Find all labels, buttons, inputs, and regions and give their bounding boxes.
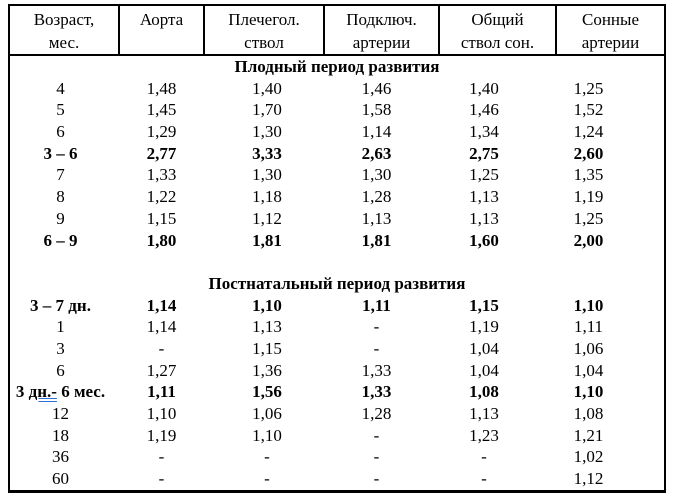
table-cell: - xyxy=(373,469,380,489)
table-cell: 1,18 xyxy=(252,187,282,207)
table-row xyxy=(10,143,664,165)
table-row xyxy=(10,99,664,121)
table-cell: 1,19 xyxy=(573,187,604,207)
col-header-subclavian-line1: Подключ. xyxy=(346,10,417,29)
table-row xyxy=(10,230,664,252)
table-cell: 1,33 xyxy=(361,360,392,380)
table-cell: 1,29 xyxy=(146,122,177,142)
table-row xyxy=(10,121,664,143)
spacer-row xyxy=(10,251,664,273)
table-cell: 1,08 xyxy=(469,382,499,402)
table-cell: 1,56 xyxy=(252,382,282,402)
grammar-underline-text: дн.- xyxy=(28,382,57,402)
table-row xyxy=(10,338,664,360)
table-row xyxy=(10,425,664,447)
row-label: 3 xyxy=(56,338,65,358)
table-cell: - xyxy=(373,447,380,467)
table-cell: 1,33 xyxy=(361,382,392,402)
col-header-common-carotid-line2: ствол сон. xyxy=(460,33,535,52)
table-cell: 1,13 xyxy=(469,208,499,228)
table-cell: - xyxy=(264,469,270,489)
table-cell: 1,10 xyxy=(146,404,177,423)
table-cell: - xyxy=(373,338,380,358)
table-cell: - xyxy=(158,338,165,358)
row-label xyxy=(10,381,111,403)
table-cell: 1,13 xyxy=(252,317,282,337)
table-cell: 1,02 xyxy=(573,447,604,467)
table-cell: 1,11 xyxy=(147,382,176,402)
table-cell: 1,04 xyxy=(469,338,499,358)
table-cell: 1,24 xyxy=(573,122,604,142)
table-cell: 2,77 xyxy=(146,143,177,163)
table-cell: 1,11 xyxy=(573,317,604,337)
table-cell: 1,15 xyxy=(252,338,282,358)
table-cell: - xyxy=(481,469,487,489)
table-cell: 1,10 xyxy=(573,295,604,315)
table-row xyxy=(10,78,664,100)
col-header-age-line1: Возраст, xyxy=(33,10,95,29)
table-cell: 1,46 xyxy=(361,78,392,98)
table-cell: 1,52 xyxy=(573,100,604,120)
col-header-age-line2: мес. xyxy=(48,33,80,52)
table-cell: 1,80 xyxy=(146,230,177,250)
section-title: Постнатальный период развития xyxy=(208,273,466,293)
table-cell: 1,10 xyxy=(573,382,604,402)
row-label: 3 – 6 xyxy=(43,143,78,163)
row-label: 1 xyxy=(56,317,65,337)
table-cell: 1,11 xyxy=(362,295,391,315)
col-header-brachiocephalic-line2: ствол xyxy=(244,33,284,52)
table-header-row xyxy=(10,6,664,56)
table-cell: 1,19 xyxy=(146,425,177,445)
table-cell: 1,30 xyxy=(252,122,282,142)
col-header-age xyxy=(10,6,120,54)
table-cell: - xyxy=(481,447,487,467)
table-cell: 2,00 xyxy=(573,230,604,250)
table-cell: 1,34 xyxy=(469,122,499,142)
table-cell: 1,70 xyxy=(252,100,282,120)
table-cell: 1,19 xyxy=(469,317,499,337)
row-label: 6 xyxy=(56,122,65,142)
table-cell: 1,23 xyxy=(469,425,499,445)
table-cell: 1,15 xyxy=(469,295,499,315)
table-cell: 2,63 xyxy=(361,143,392,163)
table-cell: - xyxy=(158,447,165,467)
table-cell: 1,13 xyxy=(469,404,499,423)
table-row xyxy=(10,295,664,317)
table-cell: 1,45 xyxy=(146,100,177,120)
table-cell: 1,14 xyxy=(146,295,177,315)
table-cell: 1,06 xyxy=(252,404,282,423)
col-header-aorta xyxy=(120,6,205,54)
table-cell: 1,25 xyxy=(469,165,499,185)
table-cell: 1,14 xyxy=(146,317,177,337)
row-label: 8 xyxy=(56,187,65,207)
col-header-brachiocephalic-line1: Плечегол. xyxy=(228,10,300,29)
table-cell: 1,35 xyxy=(573,165,604,185)
table-row xyxy=(10,446,664,468)
table-row xyxy=(10,360,664,382)
table-cell: 1,28 xyxy=(361,404,392,423)
row-label: 6 xyxy=(56,360,65,380)
table-cell: 1,58 xyxy=(361,100,392,120)
table-cell: 3,33 xyxy=(252,143,282,163)
table-cell: - xyxy=(373,425,380,445)
col-header-subclavian xyxy=(325,6,440,54)
table-cell: 1,22 xyxy=(146,187,177,207)
col-header-carotid xyxy=(557,6,664,54)
table-cell: 1,28 xyxy=(361,187,392,207)
row-label: 4 xyxy=(56,78,65,98)
table-cell: 1,04 xyxy=(573,360,604,380)
table-cell: - xyxy=(158,469,165,489)
table-cell: 1,21 xyxy=(573,425,604,445)
table-cell: 1,06 xyxy=(573,338,604,358)
col-header-common-carotid-line1: Общий xyxy=(471,10,524,29)
table-cell: 1,60 xyxy=(469,230,499,250)
table-cell: - xyxy=(264,447,270,467)
table-body xyxy=(10,56,664,490)
label-text: 6 мес. xyxy=(56,382,106,402)
row-label: 9 xyxy=(56,208,65,228)
table-row xyxy=(10,164,664,186)
table-cell: 1,12 xyxy=(252,208,282,228)
table-cell: 1,15 xyxy=(146,208,177,228)
table-cell: 1,10 xyxy=(252,425,282,445)
section-title: Плодный период развития xyxy=(234,57,440,76)
table-row xyxy=(10,403,664,425)
table-row xyxy=(10,208,664,230)
row-label: 7 xyxy=(56,165,65,185)
row-label: 5 xyxy=(56,100,65,120)
table-cell: 1,40 xyxy=(469,78,499,98)
table-cell: 1,36 xyxy=(252,360,282,380)
table-cell: 2,75 xyxy=(469,143,499,163)
table-cell: 2,60 xyxy=(573,143,604,163)
table-row xyxy=(10,186,664,208)
col-header-aorta-line1: Аорта xyxy=(139,10,184,29)
table-cell: 1,10 xyxy=(252,295,282,315)
table-row xyxy=(10,468,664,490)
col-header-subclavian-line2: артерии xyxy=(352,33,411,52)
row-label: 3 – 7 дн. xyxy=(30,295,91,315)
table-cell: 1,27 xyxy=(146,360,177,380)
table-cell: 1,33 xyxy=(146,165,177,185)
col-header-common-carotid xyxy=(440,6,557,54)
table-cell: 1,25 xyxy=(573,78,604,98)
table-cell: 1,81 xyxy=(361,230,392,250)
table-cell: 1,13 xyxy=(469,187,499,207)
row-label: 60 xyxy=(52,469,69,489)
table-row xyxy=(10,316,664,338)
row-label: 6 – 9 xyxy=(43,230,78,250)
row-label: 18 xyxy=(52,425,69,445)
table-cell: 1,12 xyxy=(573,469,604,489)
col-header-carotid-line2: артерии xyxy=(581,33,640,52)
col-header-carotid-line1: Сонные xyxy=(581,10,639,29)
table-cell: 1,13 xyxy=(361,208,392,228)
table-cell: 1,04 xyxy=(469,360,499,380)
data-table xyxy=(8,4,666,493)
table-cell: 1,46 xyxy=(469,100,499,120)
table-cell: 1,14 xyxy=(361,122,392,142)
table-row xyxy=(10,381,664,403)
table-cell: 1,48 xyxy=(146,78,177,98)
row-label: 36 xyxy=(52,447,69,467)
table-cell: 1,40 xyxy=(252,78,282,98)
table-cell: 1,30 xyxy=(252,165,282,185)
table-cell: 1,08 xyxy=(573,404,604,423)
label-text: 3 xyxy=(15,382,29,402)
col-header-brachiocephalic xyxy=(205,6,325,54)
row-label: 12 xyxy=(52,404,69,423)
table-cell: - xyxy=(373,317,380,337)
table-cell: 1,81 xyxy=(252,230,282,250)
table-cell: 1,30 xyxy=(361,165,392,185)
table-cell: 1,25 xyxy=(573,208,604,228)
